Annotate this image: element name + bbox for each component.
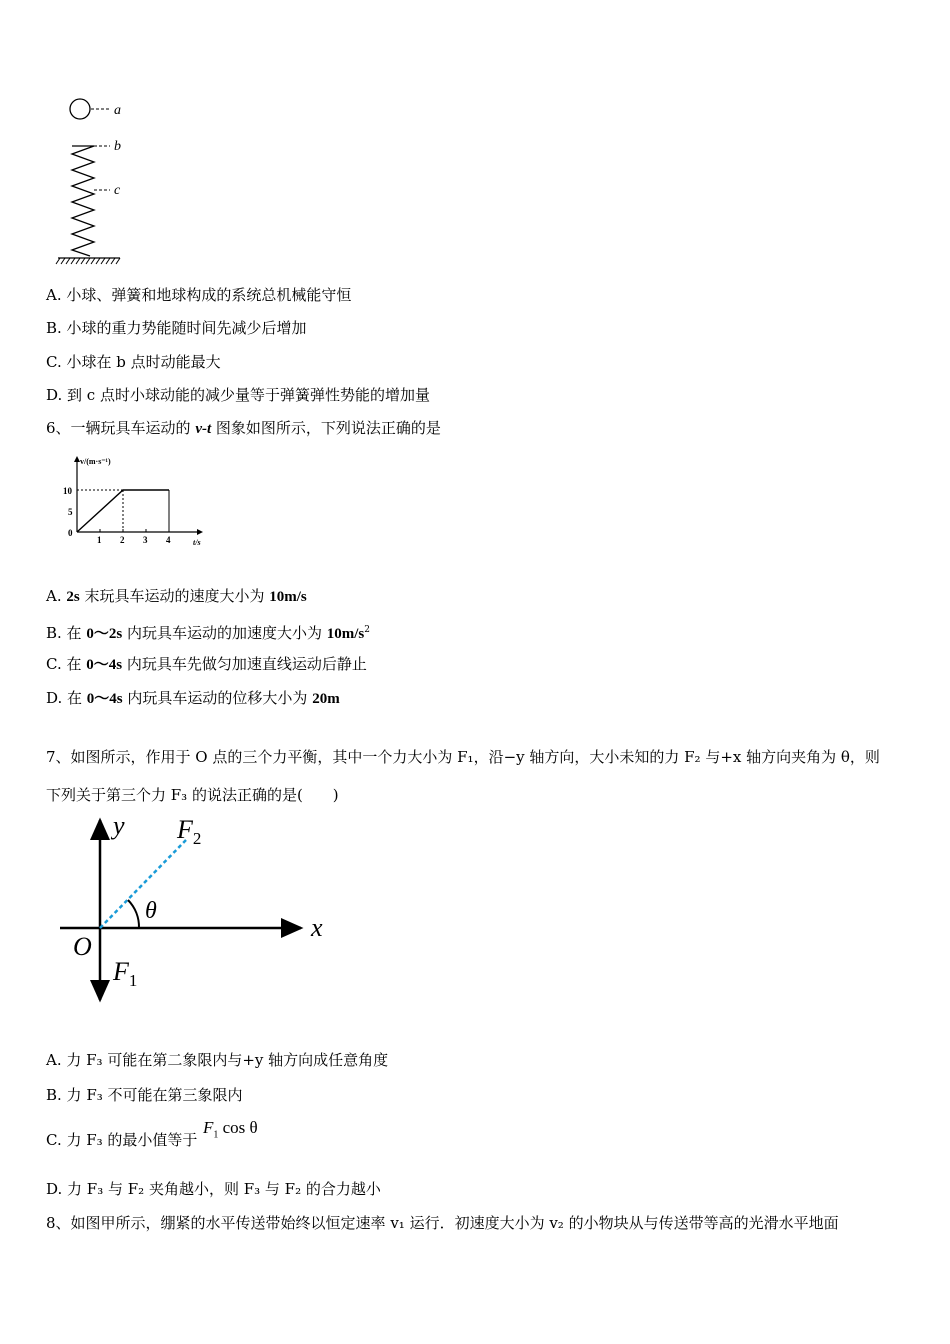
y-tick-label: 10 xyxy=(63,486,72,496)
vt-chart xyxy=(55,450,215,550)
spring-icon xyxy=(72,146,94,256)
q6-option-a: A. 2s 末玩具车运动的速度大小为 10m/s xyxy=(46,587,307,605)
q6-option-d: D. 在 0～4s 内玩具车运动的位移大小为 20m xyxy=(46,689,340,707)
x-axis-arrow xyxy=(197,529,203,535)
x-tick-label: 2 xyxy=(120,535,125,545)
y-tick-label: 5 xyxy=(68,507,73,517)
x-axis-label: x xyxy=(311,913,323,942)
f2-label: $F_2$ xyxy=(177,815,202,848)
theta-arc xyxy=(128,900,139,928)
x-tick-label: 1 xyxy=(97,535,102,545)
label-c: c xyxy=(114,183,121,198)
q7-option-c-formula: $F_1$ cos θ xyxy=(203,1118,258,1141)
x-tick-label: 4 xyxy=(166,535,171,545)
f2-dashed-line xyxy=(100,838,188,928)
theta-label: θ xyxy=(145,898,157,924)
q6-stem: 6、一辆玩具车运动的 v-t 图象如图所示，下列说法正确的是 xyxy=(46,419,441,437)
x-tick-label: 3 xyxy=(143,535,148,545)
y-axis-label: y xyxy=(113,811,125,840)
f1-label: $F_1$ xyxy=(113,957,138,990)
force-diagram xyxy=(55,810,345,1010)
ball-icon xyxy=(70,99,90,119)
label-b: b xyxy=(114,139,121,154)
x-axis-label: t/s xyxy=(193,538,201,547)
q7-stem-line1: 7、如图所示，作用于 O 点的三个力平衡，其中一个力大小为 F₁，沿−y 轴方向，大小未知的力 F₂ 与+x 轴方向夹角为 θ，则 xyxy=(46,748,880,766)
q8-stem: 8、如图甲所示，绷紧的水平传送带始终以恒定速率 v₁ 运行．初速度大小为 v₂ 的小物块从与传送带等高的光滑水平地面 xyxy=(46,1214,839,1232)
q6-option-b: B. 在 0～2s 内玩具车运动的加速度大小为 $10m/s^2$ xyxy=(46,624,370,642)
q7-option-b: B. 力 F₃ 不可能在第三象限内 xyxy=(46,1086,243,1104)
q6-option-c: C. 在 0～4s 内玩具车先做匀加速直线运动后静止 xyxy=(46,655,367,673)
spring-ball-figure xyxy=(50,92,170,272)
q7-option-c: C. 力 F₃ 的最小值等于 xyxy=(46,1131,198,1149)
label-a: a xyxy=(114,103,121,118)
q5-option-a: A. 小球、弹簧和地球构成的系统总机械能守恒 xyxy=(46,286,352,304)
y-axis-label: v/(m·s⁻¹) xyxy=(80,457,111,466)
q5-option-d: D. 到 c 点时小球动能的减少量等于弹簧弹性势能的增加量 xyxy=(46,386,430,404)
q5-option-b: B. 小球的重力势能随时间先减少后增加 xyxy=(46,319,307,337)
q7-stem-line2: 下列关于第三个力 F₃ 的说法正确的是( ) xyxy=(46,786,339,804)
q7-option-a: A. 力 F₃ 可能在第二象限内与+y 轴方向成任意角度 xyxy=(46,1051,389,1069)
y-tick-label: 0 xyxy=(68,528,73,538)
q7-option-d: D. 力 F₃ 与 F₂ 夹角越小，则 F₃ 与 F₂ 的合力越小 xyxy=(46,1180,381,1198)
origin-label: O xyxy=(73,932,92,961)
q5-option-c: C. 小球在 b 点时动能最大 xyxy=(46,353,221,371)
